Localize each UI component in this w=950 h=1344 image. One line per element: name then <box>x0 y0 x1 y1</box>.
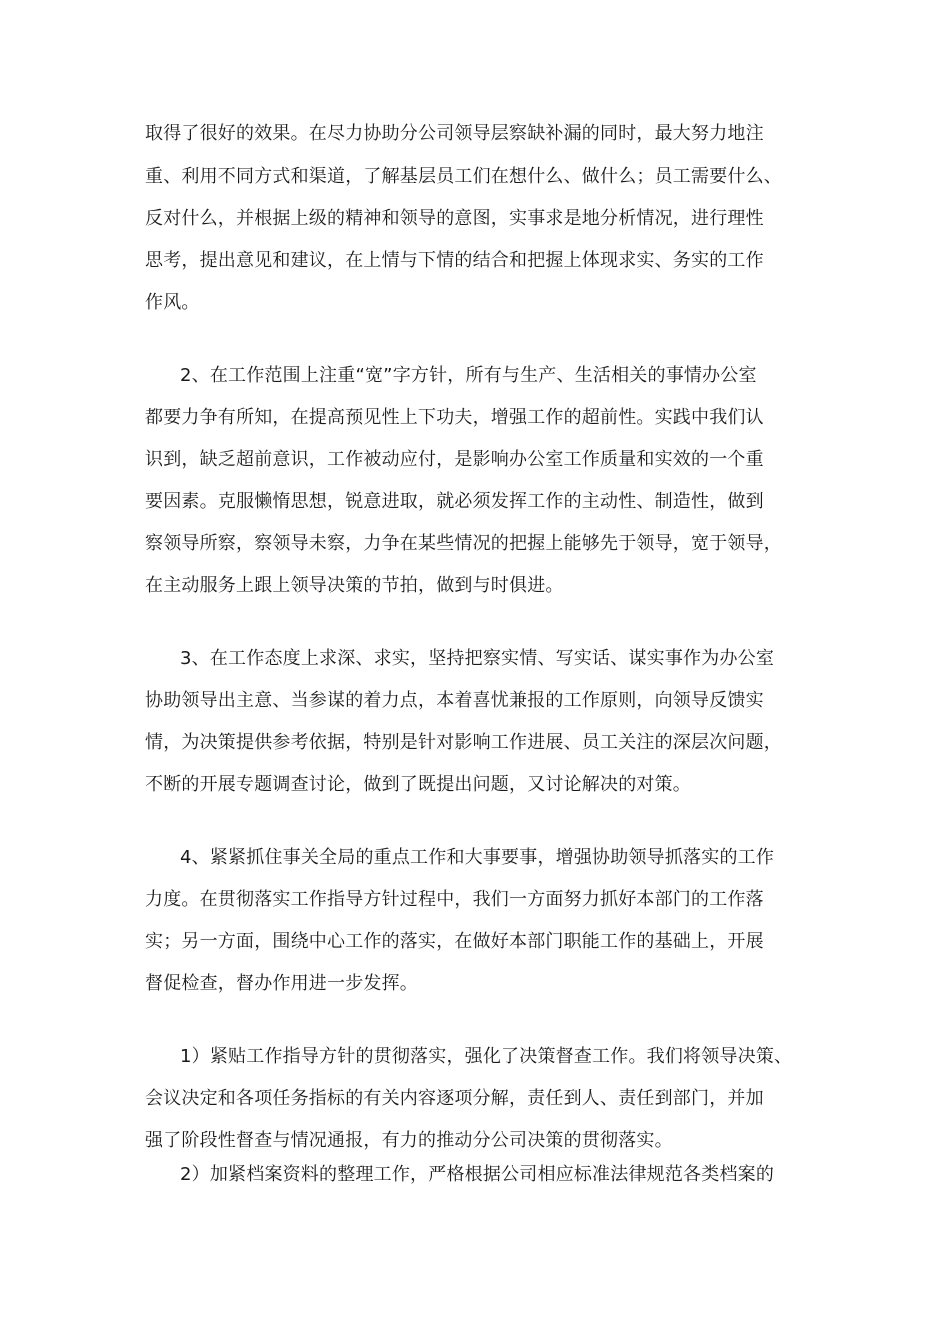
text-line: 力度。在贯彻落实工作指导方针过程中，我们一方面努力抓好本部门的工作落 <box>145 889 764 910</box>
text-line: 要因素。克服懒惰思想，锐意进取，就必须发挥工作的主动性、制造性，做到 <box>145 491 764 512</box>
text-line: 2）加紧档案资料的整理工作，严格根据公司相应标准法律规范各类档案的 <box>180 1164 775 1185</box>
text-line: 重、利用不同方式和渠道，了解基层员工们在想什么、做什么；员工需要什么、 <box>145 166 782 187</box>
text-line: 不断的开展专题调查讨论，做到了既提出问题，又讨论解决的对策。 <box>145 774 691 795</box>
text-line: 都要力争有所知，在提高预见性上下功夫，增强工作的超前性。实践中我们认 <box>145 407 764 428</box>
text-line: 反对什么，并根据上级的精神和领导的意图，实事求是地分析情况，进行理性 <box>145 208 764 229</box>
text-line: 协助领导出主意、当参谋的着力点，本着喜忧兼报的工作原则，向领导反馈实 <box>145 690 764 711</box>
text-line: 作风。 <box>145 292 200 313</box>
text-line: 强了阶段性督查与情况通报，有力的推动分公司决策的贯彻落实。 <box>145 1130 673 1151</box>
text-line: 实；另一方面，围绕中心工作的落实，在做好本部门职能工作的基础上，开展 <box>145 931 764 952</box>
text-line: 1）紧贴工作指导方针的贯彻落实，强化了决策督查工作。我们将领导决策、 <box>180 1046 793 1067</box>
text-line: 4、紧紧抓住事关全局的重点工作和大事要事，增强协助领导抓落实的工作 <box>180 847 775 868</box>
text-line: 察领导所察，察领导未察，力争在某些情况的把握上能够先于领导，宽于领导， <box>145 533 782 554</box>
text-line: 在主动服务上跟上领导决策的节拍，做到与时俱进。 <box>145 575 564 596</box>
text-line: 取得了很好的效果。在尽力协助分公司领导层察缺补漏的同时，最大努力地注 <box>145 123 764 144</box>
text-line: 情，为决策提供参考依据，特别是针对影响工作进展、员工关注的深层次问题， <box>145 732 782 753</box>
text-line: 3、在工作态度上求深、求实，坚持把察实情、写实话、谋实事作为办公室 <box>180 648 775 669</box>
text-line: 督促检查，督办作用进一步发挥。 <box>145 973 418 994</box>
text-line: 思考，提出意见和建议，在上情与下情的结合和把握上体现求实、务实的工作 <box>145 250 764 271</box>
text-line: 识到，缺乏超前意识，工作被动应付，是影响办公室工作质量和实效的一个重 <box>145 449 764 470</box>
text-line: 会议决定和各项任务指标的有关内容逐项分解，责任到人、责任到部门，并加 <box>145 1088 764 1109</box>
text-line: 2、在工作范围上注重“宽”字方针，所有与生产、生活相关的事情办公室 <box>180 365 757 386</box>
